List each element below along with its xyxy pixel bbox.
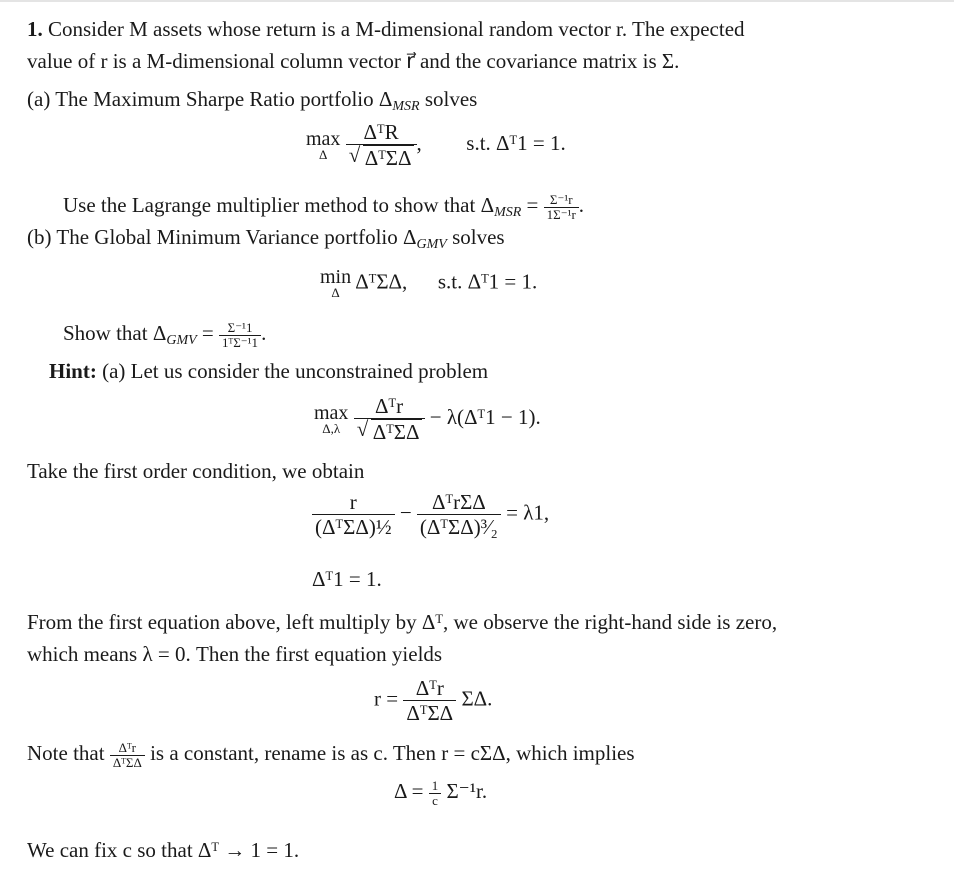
eq-h-tail: − λ(Δᵀ1 − 1). bbox=[429, 404, 541, 429]
note-line bbox=[27, 740, 635, 770]
show-a-num: Σ⁻¹r bbox=[549, 191, 573, 207]
from-line-1 bbox=[27, 609, 777, 635]
delta-fraction bbox=[429, 779, 442, 808]
foc1-fraction-a bbox=[312, 490, 395, 539]
hint-text: (a) Let us consider the unconstrained problem bbox=[102, 359, 489, 383]
from-text-2: which means λ = 0. Then the first equation yields bbox=[27, 642, 443, 666]
eq-b-body: ΔᵀΣΔ, bbox=[355, 269, 408, 294]
eq-b-under: Δ bbox=[331, 285, 340, 300]
show-a-den: 1Σ⁻¹r bbox=[544, 207, 579, 222]
note-num: Δᵀr bbox=[118, 739, 137, 755]
equation-yield bbox=[374, 676, 492, 725]
eq-a-under: Δ bbox=[319, 146, 328, 162]
yield-lhs: r = bbox=[374, 686, 399, 711]
intro-line-1 bbox=[27, 16, 745, 42]
top-rule bbox=[0, 0, 954, 2]
part-b-suffix: solves bbox=[452, 225, 505, 249]
eq-a-num: ΔᵀR bbox=[363, 120, 399, 144]
foc1-num-b: ΔᵀrΣΔ bbox=[431, 490, 486, 514]
show-b-sub: GMV bbox=[166, 333, 197, 348]
intro-text-2: value of r is a M-dimensional column vector r⃗ and the covariance matrix is Σ. bbox=[27, 49, 680, 73]
show-b-fraction bbox=[219, 321, 261, 350]
yield-num: Δᵀr bbox=[415, 676, 444, 700]
eq-h-max: max bbox=[314, 401, 349, 424]
delta-num: 1 bbox=[431, 777, 439, 793]
eq-a-den bbox=[346, 144, 417, 170]
equation-hint bbox=[314, 394, 541, 444]
foc2: Δᵀ1 = 1. bbox=[312, 567, 382, 591]
show-b-text: Show that Δ bbox=[63, 321, 167, 345]
part-a-suffix: solves bbox=[424, 87, 478, 111]
foc1-fraction-b bbox=[417, 490, 501, 539]
delta-lhs: Δ = bbox=[394, 779, 424, 803]
foc1-den-a: (ΔᵀΣΔ)½ bbox=[312, 514, 395, 539]
equation-b bbox=[320, 268, 537, 299]
foc1-den-b: (ΔᵀΣΔ)³⁄₂ bbox=[417, 514, 501, 539]
note-prefix: Note that bbox=[27, 741, 105, 765]
show-b-num: Σ⁻¹1 bbox=[227, 319, 253, 335]
eq-h-num: Δᵀr bbox=[375, 394, 404, 418]
foc1-rhs: = λ1, bbox=[506, 500, 550, 525]
part-b-sub: GMV bbox=[416, 237, 447, 252]
note-fraction bbox=[110, 741, 145, 770]
equation-a: max Δ ΔᵀR √ ΔᵀΣΔ , s.t. Δᵀ1 = 1. bbox=[306, 120, 566, 170]
eq-b-min-op bbox=[320, 268, 351, 299]
show-a-sub: MSR bbox=[494, 205, 522, 220]
foc-line bbox=[27, 458, 364, 484]
from-text-1: From the first equation above, left multiply by Δᵀ, we observe the right-hand side is zero, bbox=[27, 610, 778, 634]
hint-line bbox=[49, 358, 488, 384]
eq-h-max-op bbox=[314, 401, 349, 436]
show-a-eq: = bbox=[526, 193, 539, 217]
eq-b-min: min bbox=[320, 266, 352, 288]
yield-fraction bbox=[403, 676, 456, 725]
intro-text-1: Consider M assets whose return is a M-dimensional random vector r. The expected bbox=[48, 17, 745, 41]
yield-den: ΔᵀΣΔ bbox=[403, 700, 456, 725]
from-line-2 bbox=[27, 641, 442, 667]
eq-a-constraint: s.t. Δᵀ1 = 1. bbox=[466, 130, 566, 155]
foc1-num-a: r bbox=[349, 490, 357, 514]
delta-tail: Σ⁻¹r. bbox=[446, 779, 488, 803]
part-a-label: (a) bbox=[27, 87, 51, 111]
show-b-den: 1ᵀΣ⁻¹1 bbox=[219, 335, 261, 350]
eq-a-max: max bbox=[306, 127, 341, 150]
eq-h-fraction bbox=[354, 394, 425, 444]
show-a-fraction bbox=[544, 193, 579, 222]
eq-a-den-root: √ ΔᵀΣΔ bbox=[363, 145, 414, 170]
note-suffix: is a constant, rename is as c. Then r = cΣΔ, which implies bbox=[150, 741, 635, 765]
show-b-line: Show that $\Delta_{GMV}$ = $\frac{\text{Σ⁻¹1}}{\text{1ᵀΣ⁻¹1}}$ . bbox=[63, 319, 267, 350]
equation-foc-1 bbox=[312, 490, 549, 539]
part-b-label: (b) bbox=[27, 225, 52, 249]
eq-h-den-root: √ ΔᵀΣΔ bbox=[371, 419, 422, 444]
note-den: ΔᵀΣΔ bbox=[110, 755, 145, 770]
show-b-eq: = bbox=[201, 321, 214, 345]
delta-den: c bbox=[429, 793, 442, 808]
show-a-line: Use the Lagrange multiplier method to show that $\Delta_{MSR}$ = $\frac{\text{Σ⁻¹r}}{\text{1Σ⁻¹r}}$ . bbox=[63, 191, 585, 222]
problem-number: 1. bbox=[27, 17, 43, 41]
eq-b-constraint: s.t. Δᵀ1 = 1. bbox=[437, 269, 538, 294]
eq-h-under: Δ,λ bbox=[322, 420, 341, 436]
last-line bbox=[27, 837, 299, 863]
eq-a-fraction bbox=[346, 120, 417, 170]
intro-line-2 bbox=[27, 48, 679, 74]
eq-a-max-op bbox=[306, 127, 341, 162]
part-b-text: The Global Minimum Variance portfolio Δ bbox=[56, 225, 417, 249]
eq-h-den bbox=[354, 418, 425, 444]
foc-text: Take the first order condition, we obtain bbox=[27, 459, 365, 483]
last-text: We can fix c so that Δᵀ → 1 = 1. bbox=[27, 838, 300, 862]
part-a-heading bbox=[27, 86, 477, 120]
equation-delta bbox=[394, 778, 487, 808]
hint-label: Hint: bbox=[49, 359, 97, 383]
part-b-heading bbox=[27, 224, 505, 258]
show-a-text: Use the Lagrange multiplier method to show that Δ bbox=[63, 193, 495, 217]
part-a-sub: MSR bbox=[392, 99, 420, 114]
part-a-text: The Maximum Sharpe Ratio portfolio Δ bbox=[55, 87, 393, 111]
equation-foc-2 bbox=[312, 566, 382, 592]
foc1-minus: − bbox=[399, 500, 412, 525]
yield-tail: ΣΔ. bbox=[461, 686, 493, 711]
